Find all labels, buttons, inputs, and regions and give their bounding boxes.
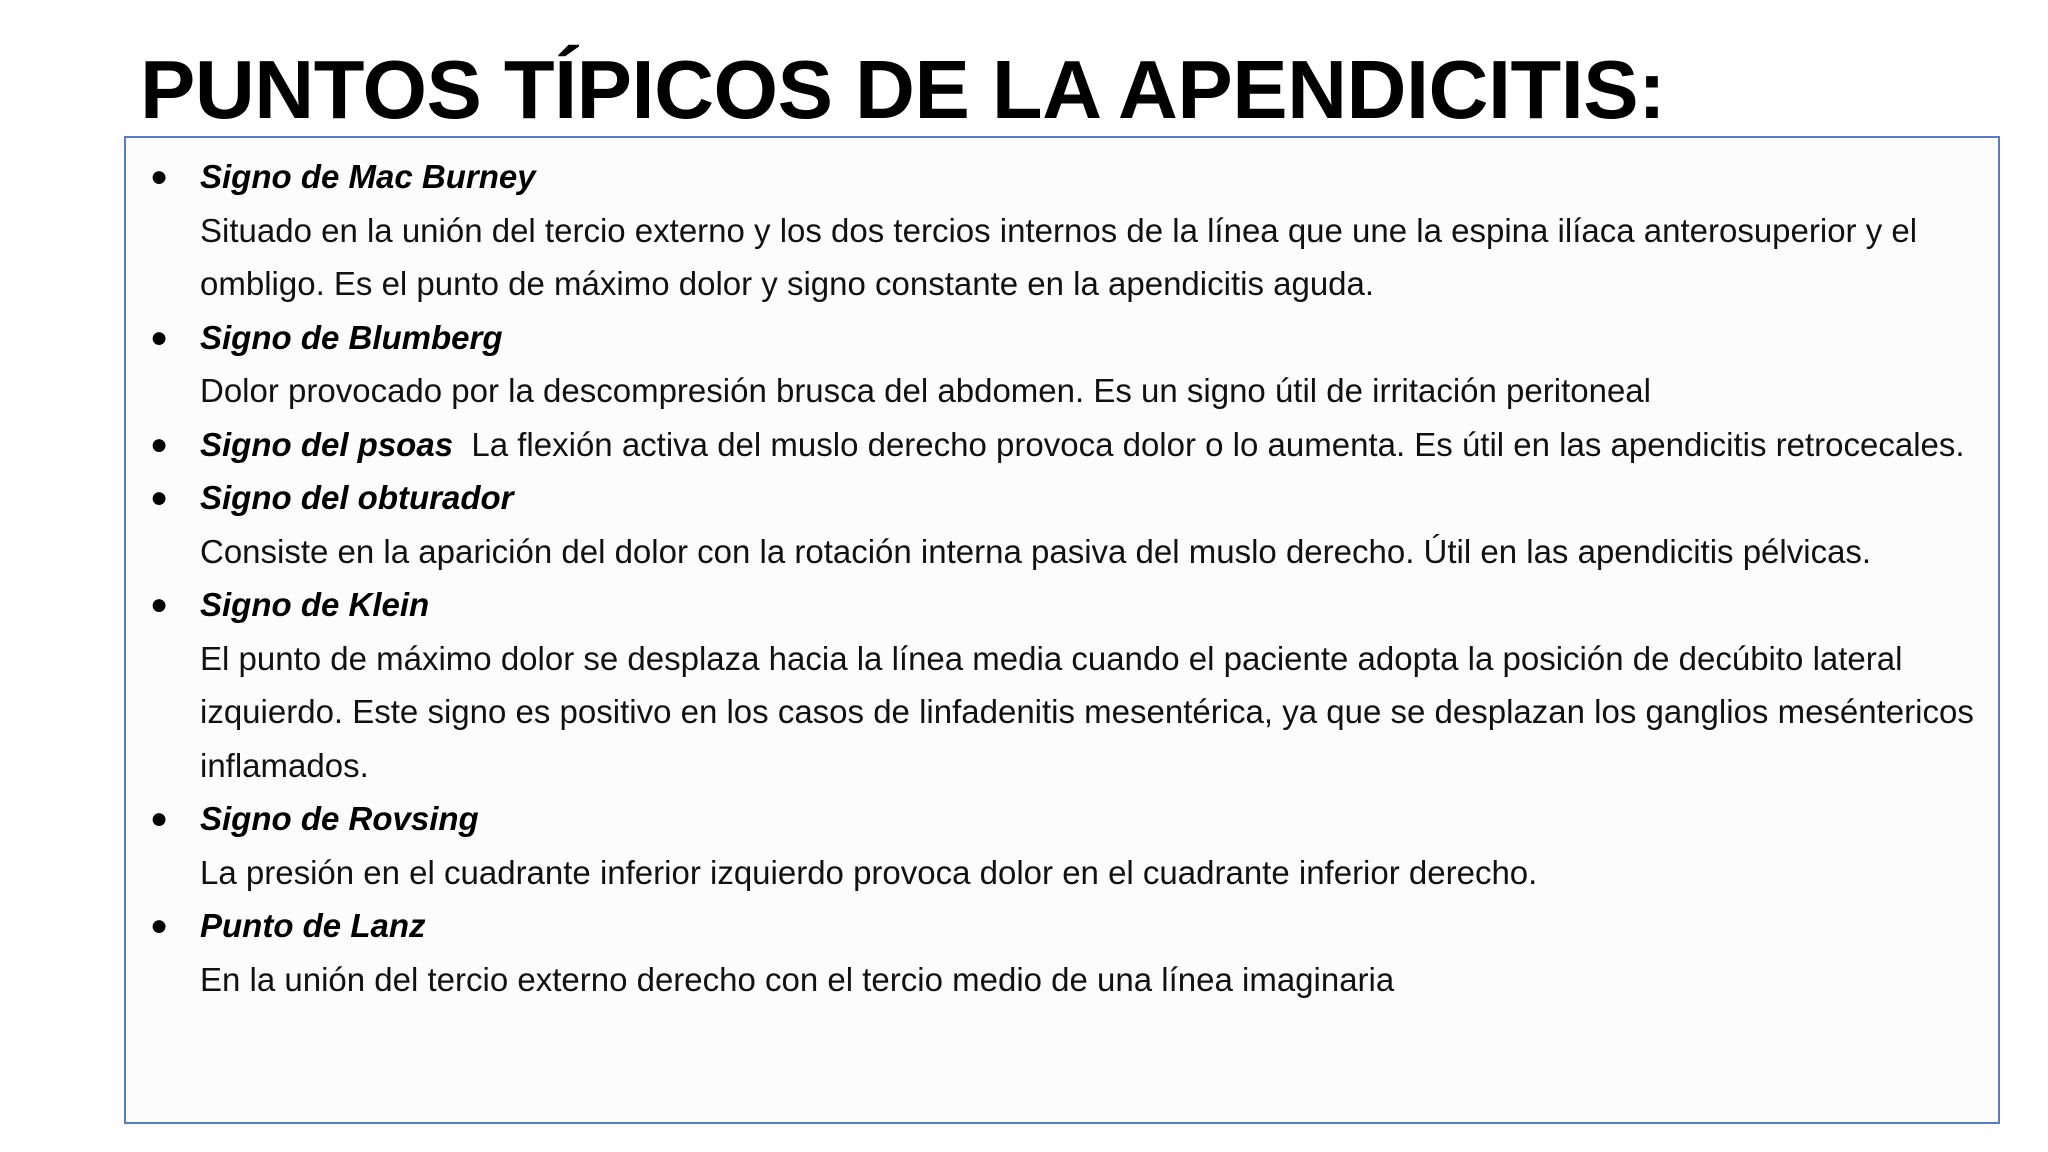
bullet-icon: ● (149, 588, 169, 621)
sign-name: Signo de Blumberg (200, 318, 503, 356)
bullet-icon: ● (149, 427, 169, 461)
sign-list (126, 138, 1998, 1006)
list-item-blumberg (126, 311, 1978, 418)
list-item-obturador (126, 471, 1978, 578)
bullet-icon: ● (149, 481, 169, 514)
bullet-icon: ● (149, 320, 169, 354)
sign-name: Punto de Lanz (200, 907, 426, 944)
list-item-rovsing (126, 792, 1978, 899)
sign-name: Signo del obturador (200, 479, 514, 516)
slide-title: PUNTOS TÍPICOS DE LA APENDICITIS: (140, 43, 1666, 136)
sign-name: Signo de Klein (200, 586, 430, 623)
sign-name: Signo del psoas (200, 425, 454, 463)
sign-description: Dolor provocado por la descompresión brusca del abdomen. Es un signo útil de irritación peritoneal (200, 372, 1651, 409)
sign-description: La presión en el cuadrante inferior izquierdo provoca dolor en el cuadrante inferior derecho. (200, 853, 1538, 891)
list-item-lanz (126, 899, 1978, 1006)
bullet-icon: ● (149, 909, 169, 942)
bullet-icon: ● (149, 160, 169, 193)
sign-name: Signo de Rovsing (200, 800, 479, 837)
sign-description: La flexión activa del muslo derecho provoca dolor o lo aumenta. Es útil en las apendicitis retrocecales. (471, 425, 1965, 463)
sign-description: El punto de máximo dolor se desplaza hacia la línea media cuando el paciente adopta la posición de decúbito lateral izquierdo. Este signo es positivo en los casos de linfadenitis mesentérica, ya que se desplazan los ganglios meséntericos inflamados. (200, 639, 1974, 784)
sign-description: En la unión del tercio externo derecho con el tercio medio de una línea imaginaria (200, 960, 1395, 998)
content-box (124, 136, 2000, 1124)
sign-name: Signo de Mac Burney (200, 158, 536, 195)
bullet-icon: ● (149, 802, 169, 835)
sign-description: Situado en la unión del tercio externo y los dos tercios internos de la línea que une la espina ilíaca anterosuperior y el ombligo. Es el punto de máximo dolor y signo constante en la apendicitis aguda. (200, 211, 1918, 302)
list-item-mac-burney (126, 150, 1978, 311)
list-item-psoas (126, 418, 1978, 472)
list-item-klein (126, 578, 1978, 792)
sign-description: Consiste en la aparición del dolor con la rotación interna pasiva del muslo derecho. Útil en las apendicitis pélvicas. (200, 532, 1872, 570)
